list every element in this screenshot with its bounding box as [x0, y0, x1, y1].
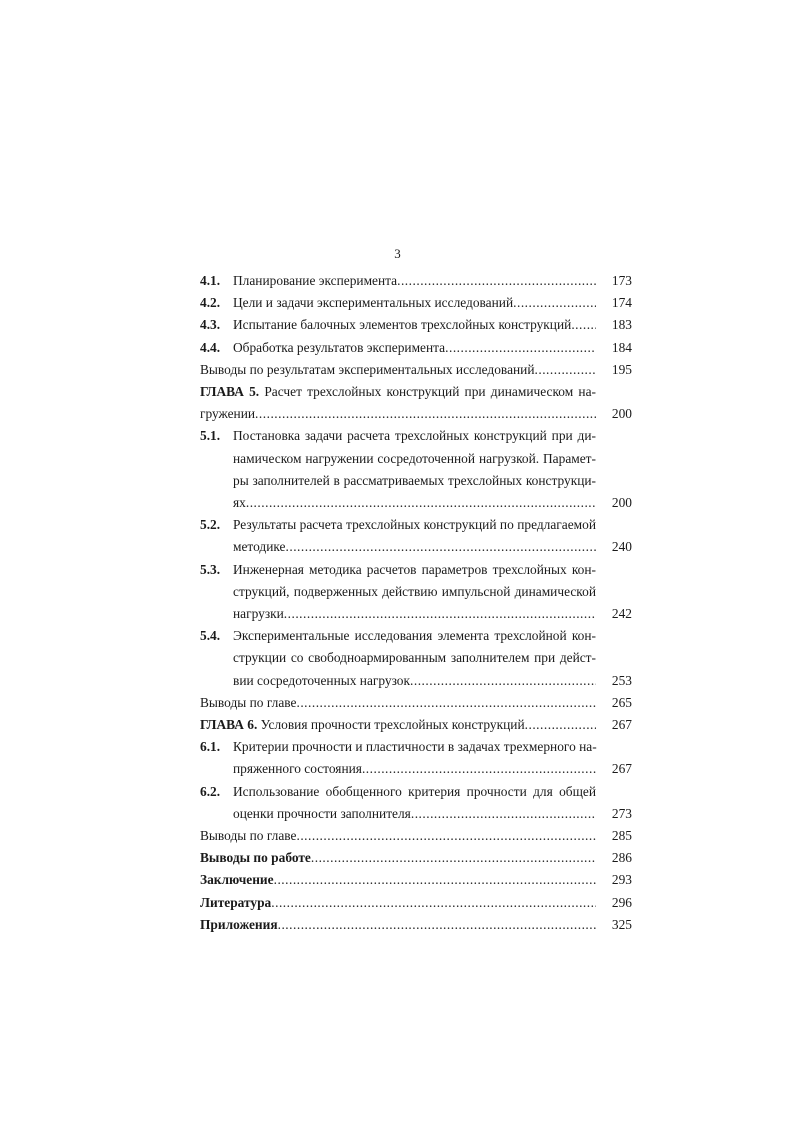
toc-entry-4-2[interactable] [200, 292, 632, 314]
dot-leader [284, 603, 596, 625]
toc-entry-page: 285 [611, 828, 632, 844]
toc-entry-chapter5-conclusions[interactable] [200, 692, 632, 714]
toc-entry-page: 200 [611, 495, 632, 511]
toc-entry-page: 267 [611, 761, 632, 777]
toc-entry-title: Выводы по главе [200, 828, 297, 844]
dot-leader [535, 359, 596, 381]
toc-entry-page: 200 [611, 406, 632, 422]
toc-entry-page: 265 [611, 694, 632, 710]
chapter-label: ГЛАВА 5. [200, 384, 260, 400]
toc-entry-literature[interactable] [200, 892, 632, 914]
toc-entry-5-1[interactable] [200, 425, 632, 514]
toc-entry-title: Заключение [200, 872, 274, 888]
toc-entry-appendices[interactable] [200, 914, 632, 936]
dot-leader [255, 403, 596, 425]
dot-leader [274, 869, 596, 891]
toc-entry-title-line: гружении [200, 406, 256, 422]
toc-entry-summary[interactable] [200, 869, 632, 891]
toc-entry-title-line: нагрузки [233, 606, 284, 622]
dot-leader [362, 758, 596, 780]
toc-entry-title: Выводы по главе [200, 694, 297, 710]
toc-entry-number: 4.4. [200, 339, 221, 355]
toc-entry-title-line: Инженерная методика расчетов параметров трехслойных кон- [233, 561, 596, 577]
toc-entry-title-line: вии сосредоточенных нагрузок [233, 672, 411, 688]
toc-entry-title-line: ях [233, 495, 246, 511]
toc-entry-5-4[interactable] [200, 625, 632, 692]
toc-entry-5-2[interactable] [200, 514, 632, 558]
toc-entry-page: 195 [611, 361, 632, 377]
toc-entry-page: 183 [611, 317, 632, 333]
toc-entry-title: Приложения [200, 916, 278, 932]
dot-leader [445, 337, 596, 359]
toc-entry-title: Испытание балочных элементов трехслойных конструкций [233, 317, 572, 333]
toc-entry-chapter4-conclusions[interactable] [200, 359, 632, 381]
toc-entry-title: Цели и задачи экспериментальных исследований [233, 295, 514, 311]
toc-entry-number: 5.2. [200, 517, 221, 533]
toc-entry-title-line: Использование обобщенного критерия прочности для общей [233, 783, 596, 799]
toc-entry-number: 4.2. [200, 295, 221, 311]
toc-entry-4-1[interactable] [200, 270, 632, 292]
toc-entry-page: 184 [611, 339, 632, 355]
dot-leader [271, 892, 596, 914]
toc-entry-page: 253 [611, 672, 632, 688]
page-number: 3 [394, 246, 401, 261]
toc-entry-page: 286 [611, 850, 632, 866]
toc-entry-4-3[interactable] [200, 314, 632, 336]
toc-entry-title-line: методике [233, 539, 286, 555]
toc-entry-title: Обработка результатов эксперимента [233, 339, 446, 355]
toc-entry-title: Литература [200, 894, 272, 910]
dot-leader [571, 314, 596, 336]
dot-leader [278, 914, 596, 936]
toc-entry-title-line: струкции со свободноармированным заполнителем при дейст- [233, 650, 596, 666]
toc-entry-4-4[interactable] [200, 337, 632, 359]
dot-leader [525, 714, 596, 736]
toc-entry-work-conclusions[interactable] [200, 847, 632, 869]
toc-entry-page: 273 [611, 805, 632, 821]
dot-leader [513, 292, 596, 314]
toc-entry-number: 5.4. [200, 628, 221, 644]
chapter-label: ГЛАВА 6. [200, 717, 258, 733]
toc-entry-chapter6-conclusions[interactable] [200, 825, 632, 847]
toc-entry-chapter-5[interactable] [200, 381, 632, 425]
toc-entry-page: 293 [611, 872, 632, 888]
toc-entry-6-1[interactable] [200, 736, 632, 780]
dot-leader [296, 692, 596, 714]
dot-leader [246, 492, 596, 514]
toc-entry-number: 5.3. [200, 561, 221, 577]
toc-entry-title-line: ры заполнителей в рассматриваемых трехслойных конструкци- [233, 472, 596, 488]
toc-entry-title: Планирование эксперимента [233, 273, 398, 288]
table-of-contents [200, 270, 632, 936]
toc-entry-number: 6.2. [200, 783, 221, 799]
toc-entry-page: 173 [611, 273, 632, 288]
toc-entry-title-line: Постановка задачи расчета трехслойных конструкций при ди- [233, 428, 596, 444]
dot-leader [286, 536, 597, 558]
toc-entry-5-3[interactable] [200, 559, 632, 626]
toc-entry-title-line: струкций, подверженных действию импульсной динамической [233, 583, 596, 599]
toc-entry-page: 267 [611, 717, 632, 733]
toc-entry-number: 4.3. [200, 317, 221, 333]
toc-entry-page: 242 [611, 606, 632, 622]
toc-entry-page: 240 [611, 539, 632, 555]
toc-entry-page: 325 [611, 916, 632, 932]
toc-entry-title-line: оценки прочности заполнителя [233, 805, 411, 821]
toc-entry-6-2[interactable] [200, 781, 632, 825]
dot-leader [397, 270, 596, 292]
dot-leader [410, 670, 596, 692]
toc-entry-title: Выводы по работе [200, 850, 311, 866]
toc-entry-title-line: Расчет трехслойных конструкций при динамическом на- [264, 384, 596, 400]
toc-entry-title-line: Экспериментальные исследования элемента трехслойной кон- [233, 628, 596, 644]
toc-entry-page: 174 [611, 295, 632, 311]
toc-entry-title-line: пряженного состояния [233, 761, 362, 777]
toc-entry-title-line: намическом нагружении сосредоточенной нагрузкой. Парамет- [233, 450, 596, 466]
toc-entry-number: 5.1. [200, 428, 221, 444]
toc-entry-chapter-6[interactable] [200, 714, 632, 736]
dot-leader [411, 803, 596, 825]
dot-leader [296, 825, 596, 847]
toc-entry-title-line: Критерии прочности и пластичности в задачах трехмерного на- [233, 739, 597, 755]
toc-entry-page: 296 [611, 894, 632, 910]
dot-leader [311, 847, 596, 869]
toc-entry-title: Условия прочности трехслойных конструкций [260, 717, 525, 733]
toc-entry-number: 6.1. [200, 739, 221, 755]
toc-entry-number: 4.1. [200, 273, 221, 288]
toc-entry-title-line: Результаты расчета трехслойных конструкций по предлагаемой [233, 517, 596, 533]
toc-entry-title: Выводы по результатам экспериментальных исследований [200, 361, 535, 377]
